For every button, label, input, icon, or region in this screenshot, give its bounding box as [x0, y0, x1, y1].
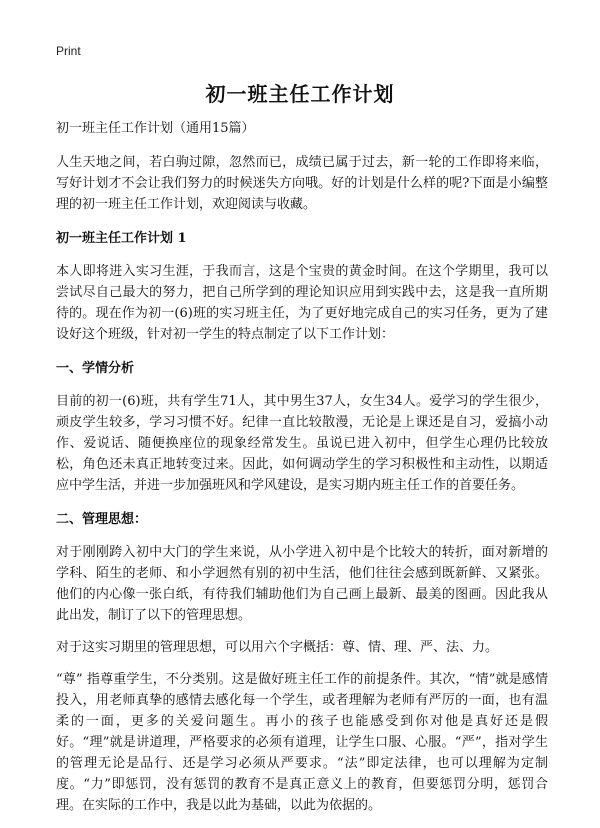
document-subtitle: 初一班主任工作计划（通用15篇）	[56, 121, 255, 136]
management-paragraph-1: 对于刚刚跨入初中大门的学生来说，从小学进入初中是个比较大的转折，面对新增的学科、陌生的老师、和小学迥然有别的初中生活，他们往往会感到既新鲜、又紧张。他们的内心像一张白纸，有待我们辅助他们为自己画上最新、最美的图画。因此我从此出发，制订了以下的管理思想。	[56, 545, 548, 623]
management-paragraph-2: 对于这实习期里的管理思想，可以用六个字概括：尊、情、理、严、法、力。	[56, 640, 499, 655]
plan-1-paragraph: 本人即将进入实习生涯，于我而言，这是个宝贵的黄金时间。在这个学期里，我可以尝试尽自己最大的努力，把自己所学到的理论知识应用到实践中去，这是我一直所期待的。现在作为初一(6)班的实习班主任，为了更好地完成自己的实习任务，更为了建设好这个班级，针对初一学生的特点制定了以下工作计划：	[56, 264, 548, 342]
document-body	[56, 118, 548, 827]
page-title: 初一班主任工作计划	[205, 82, 395, 106]
section-heading-analysis: 一、学情分析	[56, 361, 135, 376]
analysis-paragraph: 目前的初一(6)班，共有学生71人，其中男生37人，女生34人。爱学习的学生很少，顽皮学生较多，学习习惯不好。纪律一直比较散漫，无论是上课还是自习，爱搞小动作、爱说话、随便换座位的现象经常发生。虽说已进入初中，但学生心理仍比较放松，角色还未真正地转变过来。因此，如何调动学生的学习积极性和主动性，以期适应中学生活，并进一步加强班风和学风建设，是实习期内班主任工作的首要任务。	[56, 394, 548, 493]
print-link[interactable]: Print	[56, 44, 81, 58]
intro-paragraph: 人生天地之间，若白驹过隙，忽然而已，成绩已属于过去，新一轮的工作即将来临，写好计划才不会让我们努力的时候迷失方向哦。好的计划是什么样的呢?下面是小编整理的初一班主任工作计划，欢迎阅读与收藏。	[56, 155, 548, 212]
section-heading-management: 二、管理思想：	[56, 512, 148, 527]
section-heading-plan-1: 初一班主任工作计划 1	[56, 231, 187, 246]
management-paragraph-3: “尊” 指尊重学生，不分类别。这是做好班主任工作的前提条件。其次，“情”就是感情投入，用老师真挚的感情去感化每一个学生，或者理解为老师有严厉的一面，也有温柔的一面，更多的关爱问题生。再小的孩子也能感受到你对他是真好还是假好。“理”就是讲道理，严格要求的必须有道理，让学生口服、心服。“严”，指对学生的管理无论是品行、还是学习必须从严要求。“法”即定法律，也可以理解为定制度。“力”即惩罚，没有惩罚的教育不是真正意义上的教育，但要惩罚分明，惩罚合理。在实际的工作中，我是以此为基础，以此为依据的。	[56, 672, 548, 813]
